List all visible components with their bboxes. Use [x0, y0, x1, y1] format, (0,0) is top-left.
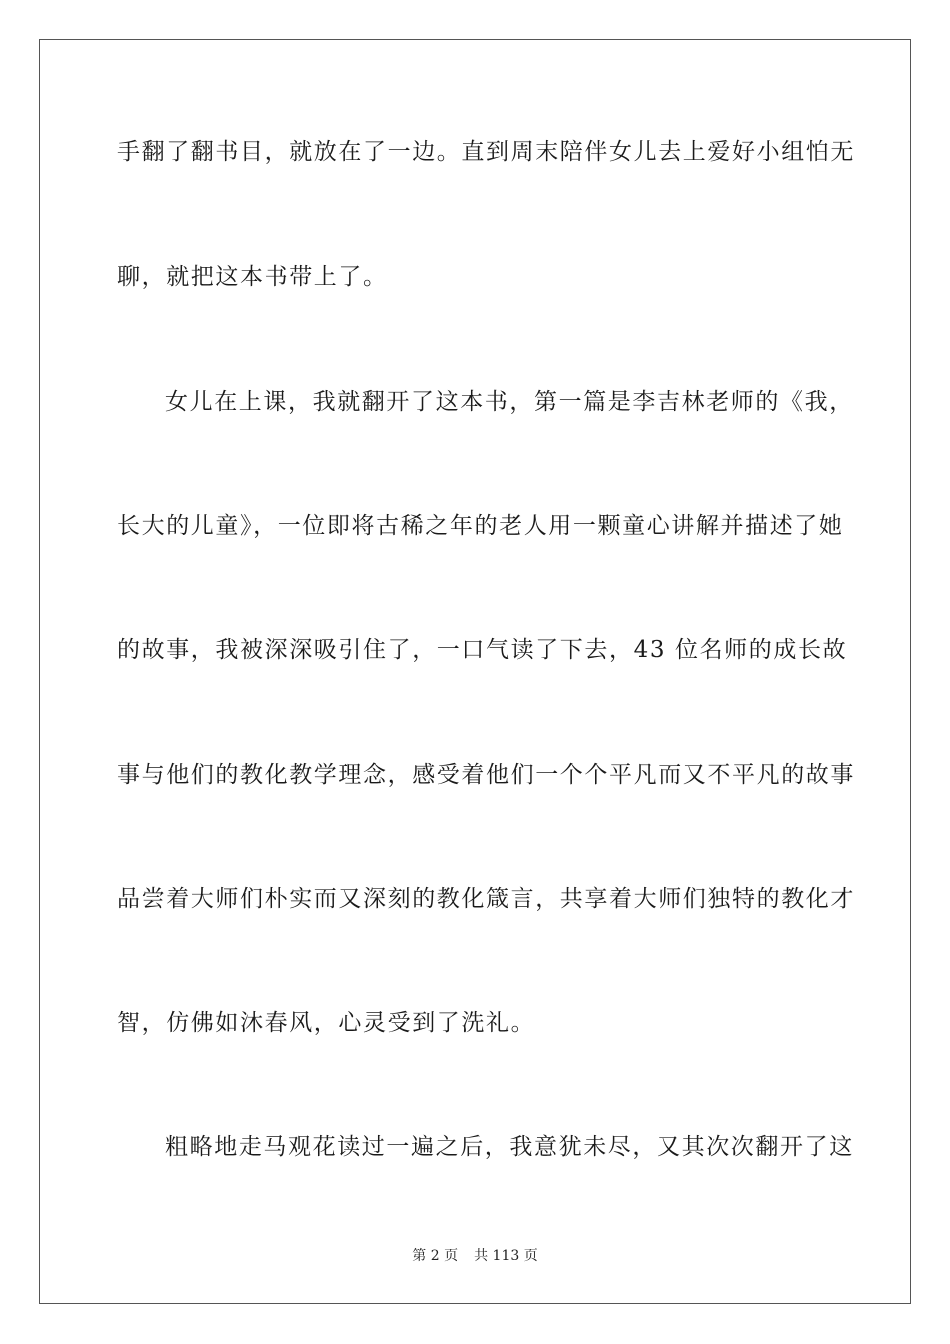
text-line: 聊，就把这本书带上了。	[117, 264, 388, 290]
text-line: 品尝着大师们朴实而又深刻的教化箴言，共享着大师们独特的教化才	[117, 886, 855, 912]
text-line: 手翻了翻书目，就放在了一边。直到周末陪伴女儿去上爱好小组怕无	[117, 139, 855, 165]
page-border	[39, 39, 911, 1304]
page-number: 第 2 页	[412, 1248, 459, 1264]
page-total: 共 113 页	[474, 1248, 538, 1264]
page-footer	[0, 1247, 950, 1265]
text-line: 智，仿佛如沐春风，心灵受到了洗礼。	[117, 1010, 536, 1036]
text-line: 事与他们的教化教学理念，感受着他们一个个平凡而又不平凡的故事	[117, 762, 855, 788]
text-line: 粗略地走马观花读过一遍之后，我意犹未尽，又其次次翻开了这	[165, 1134, 854, 1160]
text-line: 女儿在上课，我就翻开了这本书，第一篇是李吉林老师的《我，	[165, 389, 854, 415]
text-line: 长大的儿童》，一位即将古稀之年的老人用一颗童心讲解并描述了她	[117, 513, 844, 539]
text-line: 的故事，我被深深吸引住了，一口气读了下去，43 位名师的成长故	[117, 637, 848, 663]
